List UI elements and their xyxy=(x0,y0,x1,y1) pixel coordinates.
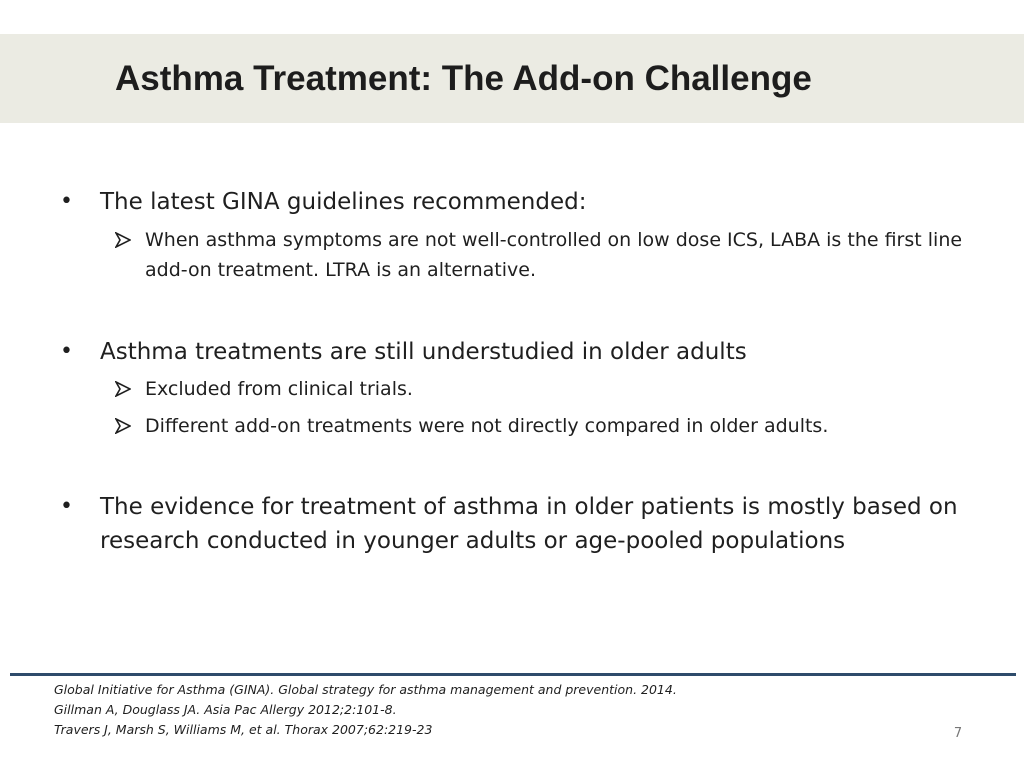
page-number: 7 xyxy=(953,726,963,741)
reference-item: Global Initiative for Asthma (GINA). Global strategy for asthma management and prevention. 2014. xyxy=(54,682,677,697)
references xyxy=(54,680,904,740)
bullet-marker: • xyxy=(60,494,73,519)
arrowhead-bullet-icon xyxy=(115,225,135,255)
bullet-2-sub-1: Excluded from clinical trials. xyxy=(145,378,413,400)
bullet-2-text: Asthma treatments are still understudied in older adults xyxy=(100,339,747,365)
slide-title: Asthma Treatment: The Add-on Challenge xyxy=(115,59,812,98)
bullet-3-text: The evidence for treatment of asthma in older patients is mostly based on research conducted in younger adults or age-pooled populations xyxy=(100,494,958,554)
reference-item: Gillman A, Douglass JA. Asia Pac Allergy 2012;2:101-8. xyxy=(54,702,397,717)
bullet-marker: • xyxy=(60,339,73,364)
bullet-1-text: The latest GINA guidelines recommended: xyxy=(100,189,587,215)
arrowhead-bullet-icon xyxy=(115,374,135,404)
bullet-1-sub-1: When asthma symptoms are not well-controlled on low dose ICS, LABA is the first line add-on treatment. LTRA is an alternative. xyxy=(145,229,963,281)
reference-item: Travers J, Marsh S, Williams M, et al. Thorax 2007;62:219-23 xyxy=(54,722,433,737)
bullet-2-sub-2: Different add-on treatments were not directly compared in older adults. xyxy=(145,415,829,437)
bullet-marker: • xyxy=(60,189,73,214)
footer-rule xyxy=(10,673,1016,676)
arrowhead-bullet-icon xyxy=(115,411,135,441)
